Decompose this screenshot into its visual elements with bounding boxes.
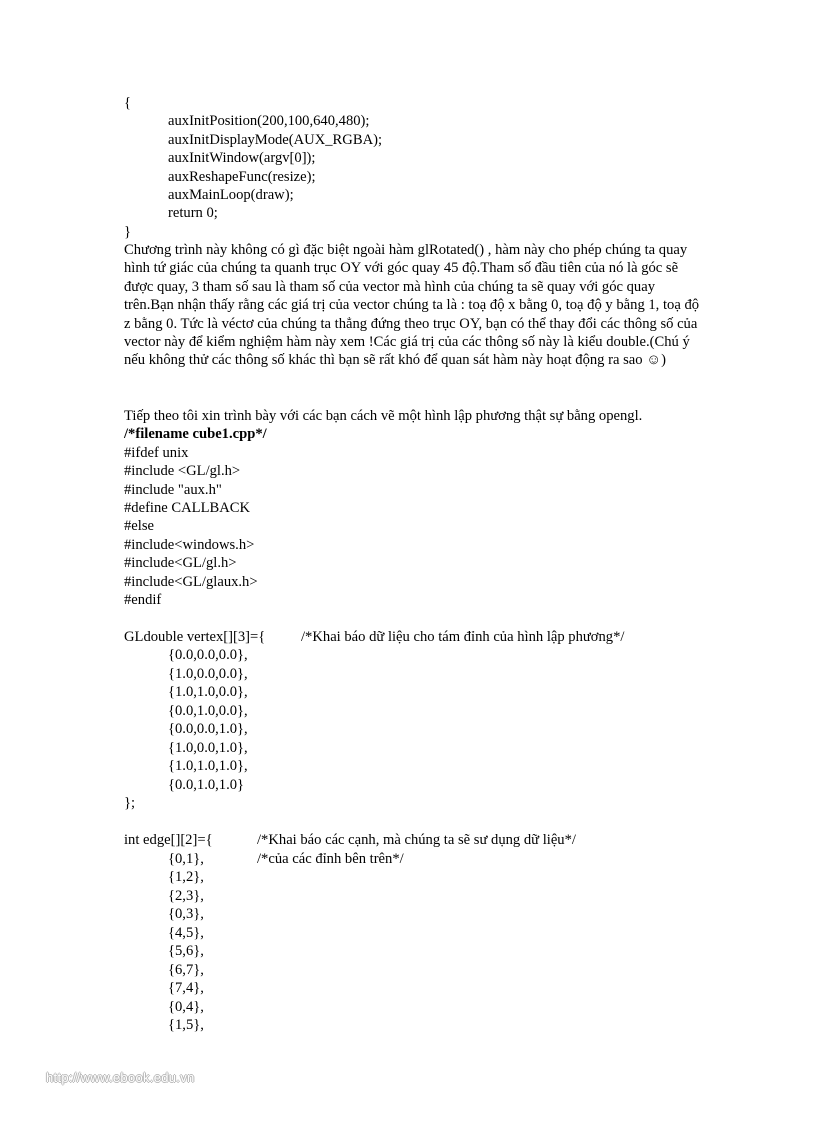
vertex-row: {0.0,0.0,0.0}, — [168, 647, 248, 663]
edge-declaration: int edge[][2]={ — [124, 832, 213, 848]
vertex-row: {1.0,1.0,0.0}, — [168, 684, 248, 700]
code-line: auxMainLoop(draw); — [168, 187, 294, 203]
edge-row: {6,7}, — [168, 962, 204, 978]
code-line: auxInitPosition(200,100,640,480); — [168, 113, 370, 129]
edge-row: {5,6}, — [168, 943, 204, 959]
vertex-row: {0.0,0.0,1.0}, — [168, 721, 248, 737]
edge-row: {2,3}, — [168, 888, 204, 904]
edge-comment: /*của các đỉnh bên trên*/ — [257, 851, 404, 867]
code-line: return 0; — [168, 205, 218, 221]
edge-row: {4,5}, — [168, 925, 204, 941]
vertex-declaration: GLdouble vertex[][3]={ — [124, 629, 266, 645]
intro-paragraph: Tiếp theo tôi xin trình bày với các bạn cách vẽ một hình lập phương thật sự bằng opengl. — [124, 408, 643, 424]
preprocessor-line: #include<GL/glaux.h> — [124, 574, 258, 590]
preprocessor-line: #define CALLBACK — [124, 500, 251, 516]
vertex-row: {1.0,0.0,0.0}, — [168, 666, 248, 682]
footer-url: http://www.ebook.edu.vn — [46, 1070, 195, 1085]
vertex-comment: /*Khai báo dữ liệu cho tám đỉnh của hình lập phương*/ — [301, 629, 625, 645]
code-open-brace: { — [124, 95, 132, 111]
code-line: auxReshapeFunc(resize); — [168, 169, 316, 185]
vertex-row: {1.0,1.0,1.0}, — [168, 758, 248, 774]
vertex-row: {1.0,0.0,1.0}, — [168, 740, 248, 756]
vertex-close: }; — [124, 795, 136, 811]
code-line: auxInitDisplayMode(AUX_RGBA); — [168, 132, 383, 148]
code-close-brace: } — [124, 224, 132, 240]
vertex-row: {0.0,1.0,0.0}, — [168, 703, 248, 719]
preprocessor-line: #else — [124, 518, 154, 534]
code-line: auxInitWindow(argv[0]); — [168, 150, 316, 166]
edge-row: {1,5}, — [168, 1017, 204, 1033]
edge-row: {7,4}, — [168, 980, 204, 996]
filename-comment: /*filename cube1.cpp*/ — [124, 426, 267, 442]
explanation-paragraph: Chương trình này không có gì đặc biệt ngoài hàm glRotated() , hàm này cho phép chúng ta quay hình tứ giác của chúng ta quanh trục OY với góc quay 45 độ.Tham số đầu tiên của nó là góc sẽ được quay, 3 tham số sau là tham số của vector mà hình của chúng ta sẽ quay với góc quay trên.Bạn nhận thấy rằng các giá trị của vector chúng ta là : toạ độ x bằng 0, toạ độ y bằng 1, toạ độ z bằng 0. Tức là véctơ của chúng ta thẳng đứng theo trục OY, bạn có thể thay đổi các thông số của vector này để kiểm nghiệm hàm này xem !Các giá trị của các thông số này là kiểu double.(Chú ý nếu không thử các thông số khác thì bạn sẽ rất khó để quan sát hàm này hoạt động ra sao ☺) — [124, 242, 700, 369]
edge-comment: /*Khai báo các cạnh, mà chúng ta sẽ sư dụng dữ liệu*/ — [257, 832, 576, 848]
preprocessor-line: #include <GL/gl.h> — [124, 463, 241, 479]
preprocessor-line: #include<GL/gl.h> — [124, 555, 237, 571]
preprocessor-line: #include "aux.h" — [124, 482, 222, 498]
edge-row: {0,3}, — [168, 906, 204, 922]
preprocessor-line: #endif — [124, 592, 162, 608]
vertex-row: {0.0,1.0,1.0} — [168, 777, 245, 793]
edge-row: {1,2}, — [168, 869, 204, 885]
preprocessor-line: #ifdef unix — [124, 445, 189, 461]
edge-row: {0,4}, — [168, 999, 204, 1015]
edge-row: {0,1}, — [168, 851, 204, 867]
preprocessor-line: #include<windows.h> — [124, 537, 255, 553]
